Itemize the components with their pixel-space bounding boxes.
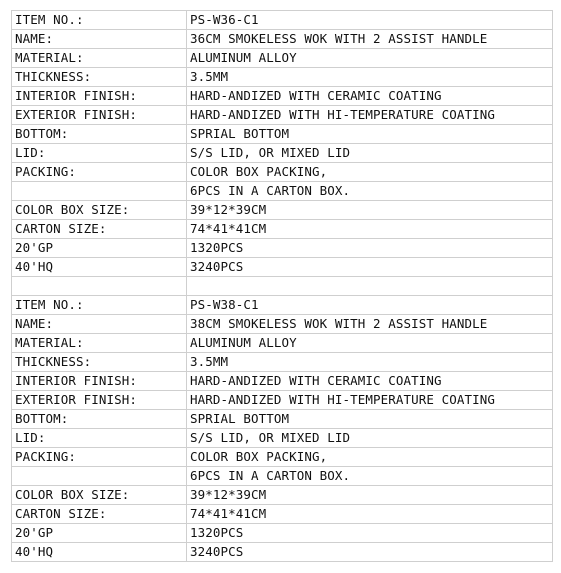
spec-label: ITEM NO.:	[12, 11, 187, 30]
spec-value: HARD-ANDIZED WITH CERAMIC COATING	[187, 87, 553, 106]
spec-label: BOTTOM:	[12, 125, 187, 144]
spec-label: PACKING:	[12, 448, 187, 467]
spec-row-40hq	[12, 258, 553, 277]
spec-value: 1320PCS	[187, 239, 553, 258]
spec-value: S/S LID, OR MIXED LID	[187, 429, 553, 448]
spec-label: EXTERIOR FINISH:	[12, 391, 187, 410]
spec-label	[12, 467, 187, 486]
spec-label: 40'HQ	[12, 543, 187, 562]
spec-value: PS-W38-C1	[187, 296, 553, 315]
spec-label	[12, 182, 187, 201]
spec-row-bottom	[12, 125, 553, 144]
spec-row-packing-cont	[12, 182, 553, 201]
spec-value: COLOR BOX PACKING,	[187, 448, 553, 467]
spec-row-color-box-size	[12, 201, 553, 220]
spec-row-item-no	[12, 296, 553, 315]
spec-label: CARTON SIZE:	[12, 220, 187, 239]
spacer-cell	[187, 277, 553, 296]
spec-row-material	[12, 334, 553, 353]
spec-value: 39*12*39CM	[187, 201, 553, 220]
spec-label: THICKNESS:	[12, 353, 187, 372]
spec-row-packing	[12, 448, 553, 467]
spec-value: 1320PCS	[187, 524, 553, 543]
spec-label: ITEM NO.:	[12, 296, 187, 315]
spec-row-carton-size	[12, 505, 553, 524]
spec-value: HARD-ANDIZED WITH CERAMIC COATING	[187, 372, 553, 391]
spec-value: 74*41*41CM	[187, 505, 553, 524]
spec-label: BOTTOM:	[12, 410, 187, 429]
spacer-cell	[12, 277, 187, 296]
spec-label: 20'GP	[12, 239, 187, 258]
spec-row-interior-finish	[12, 372, 553, 391]
spec-value: SPRIAL BOTTOM	[187, 125, 553, 144]
spec-label: THICKNESS:	[12, 68, 187, 87]
spec-label: INTERIOR FINISH:	[12, 87, 187, 106]
spec-value: 6PCS IN A CARTON BOX.	[187, 182, 553, 201]
spec-value: ALUMINUM ALLOY	[187, 334, 553, 353]
spec-label: NAME:	[12, 30, 187, 49]
spec-label: LID:	[12, 429, 187, 448]
spec-value: HARD-ANDIZED WITH HI-TEMPERATURE COATING	[187, 391, 553, 410]
spec-value: HARD-ANDIZED WITH HI-TEMPERATURE COATING	[187, 106, 553, 125]
spec-label: MATERIAL:	[12, 334, 187, 353]
spec-value: 3240PCS	[187, 543, 553, 562]
spec-row-20gp	[12, 239, 553, 258]
spec-value: 3240PCS	[187, 258, 553, 277]
spec-value: 6PCS IN A CARTON BOX.	[187, 467, 553, 486]
spec-value: SPRIAL BOTTOM	[187, 410, 553, 429]
spec-value: S/S LID, OR MIXED LID	[187, 144, 553, 163]
spec-value: 74*41*41CM	[187, 220, 553, 239]
spec-label: CARTON SIZE:	[12, 505, 187, 524]
spec-row-lid	[12, 144, 553, 163]
spec-row-thickness	[12, 353, 553, 372]
spec-label: COLOR BOX SIZE:	[12, 486, 187, 505]
spec-value: 38CM SMOKELESS WOK WITH 2 ASSIST HANDLE	[187, 315, 553, 334]
spec-row-40hq	[12, 543, 553, 562]
spec-value: ALUMINUM ALLOY	[187, 49, 553, 68]
spec-row-carton-size	[12, 220, 553, 239]
spec-row-name	[12, 30, 553, 49]
spec-label: 40'HQ	[12, 258, 187, 277]
spec-row-20gp	[12, 524, 553, 543]
spec-value: 36CM SMOKELESS WOK WITH 2 ASSIST HANDLE	[187, 30, 553, 49]
spec-row-bottom	[12, 410, 553, 429]
spec-row-color-box-size	[12, 486, 553, 505]
spec-row-packing-cont	[12, 467, 553, 486]
spec-row-lid	[12, 429, 553, 448]
spec-label: MATERIAL:	[12, 49, 187, 68]
spec-value: PS-W36-C1	[187, 11, 553, 30]
spec-label: NAME:	[12, 315, 187, 334]
spec-label: INTERIOR FINISH:	[12, 372, 187, 391]
spec-sheet-table	[11, 10, 553, 562]
spec-row-interior-finish	[12, 87, 553, 106]
spec-row-item-no	[12, 11, 553, 30]
spec-label: LID:	[12, 144, 187, 163]
spec-value: 39*12*39CM	[187, 486, 553, 505]
spec-label: EXTERIOR FINISH:	[12, 106, 187, 125]
spec-row-material	[12, 49, 553, 68]
spec-sheet-body	[12, 11, 553, 562]
spec-label: 20'GP	[12, 524, 187, 543]
spec-row-exterior-finish	[12, 391, 553, 410]
spec-row-name	[12, 315, 553, 334]
spec-value: COLOR BOX PACKING,	[187, 163, 553, 182]
spacer-row	[12, 277, 553, 296]
spec-row-exterior-finish	[12, 106, 553, 125]
spec-value: 3.5MM	[187, 353, 553, 372]
spec-row-thickness	[12, 68, 553, 87]
spec-label: PACKING:	[12, 163, 187, 182]
spec-value: 3.5MM	[187, 68, 553, 87]
spec-row-packing	[12, 163, 553, 182]
spec-label: COLOR BOX SIZE:	[12, 201, 187, 220]
